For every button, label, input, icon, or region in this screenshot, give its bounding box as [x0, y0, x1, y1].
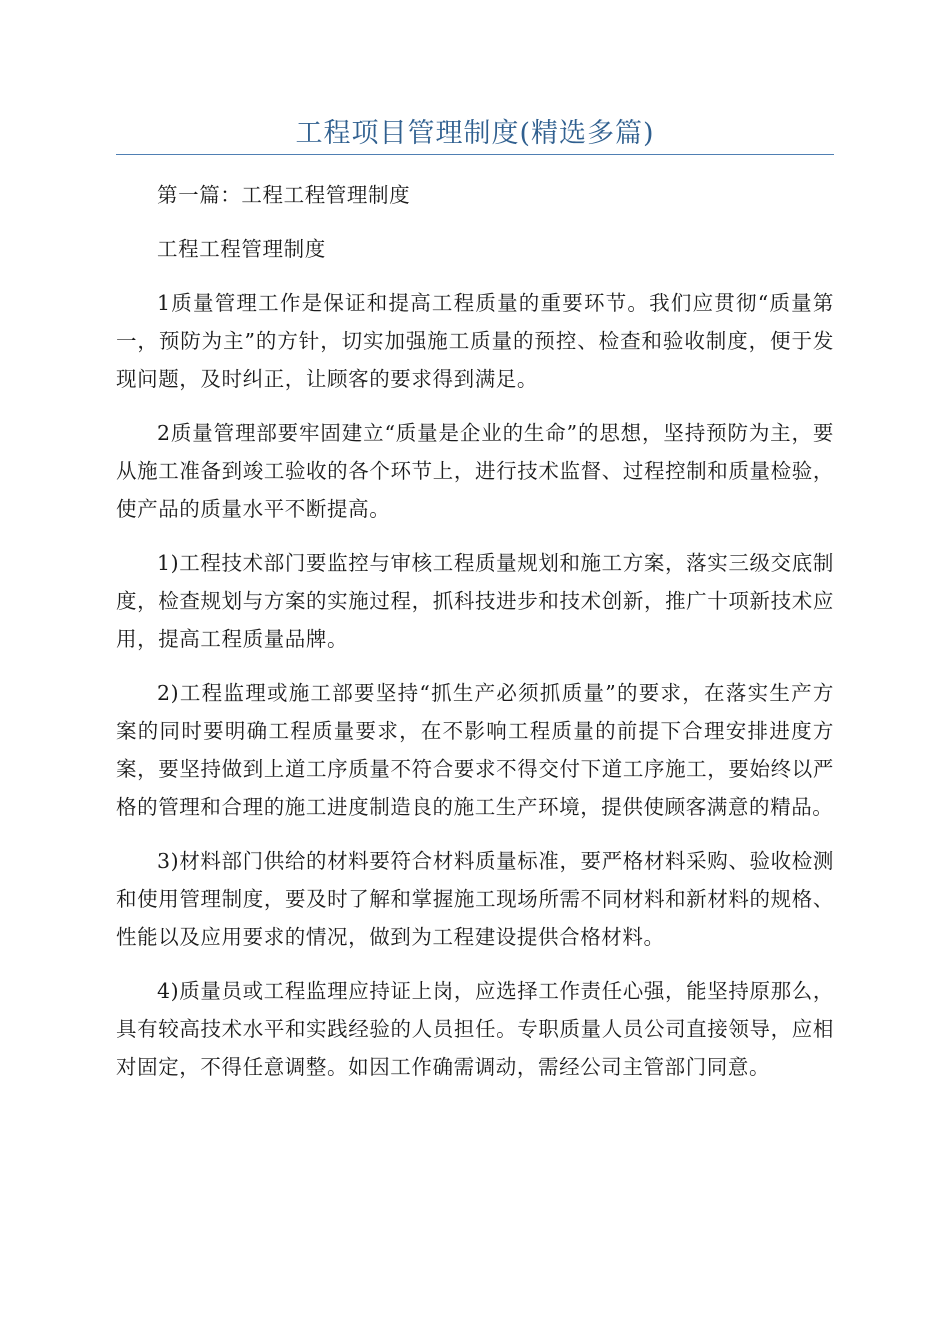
paragraph-2: 2质量管理部要牢固建立“质量是企业的生命”的思想，坚持预防为主，要从施工准备到竣工验收的各个环节上，进行技术监督、过程控制和质量检验，使产品的质量水平不断提高。 [116, 421, 834, 521]
paragraph-6: 4)质量员或工程监理应持证上岗，应选择工作责任心强，能坚持原那么，具有较高技术水平和实践经验的人员担任。专职质量人员公司直接领导，应相对固定，不得任意调整。如因工作确需调动，需经公司主管部门同意。 [116, 979, 834, 1079]
section-subheading: 工程工程管理制度 [157, 237, 326, 261]
title-underline [116, 154, 834, 155]
paragraph-4: 2)工程监理或施工部要坚持“抓生产必须抓质量”的要求，在落实生产方案的同时要明确工程质量要求，在不影响工程质量的前提下合理安排进度方案，要坚持做到上道工序质量不符合要求不得交付下道工序施工，要始终以严格的管理和合理的施工进度制造良的施工生产环境，提供使顾客满意的精品。 [116, 681, 834, 819]
section-heading: 第一篇：工程工程管理制度 [157, 183, 411, 207]
paragraph-1: 1质量管理工作是保证和提高工程质量的重要环节。我们应贯彻“质量第一，预防为主”的方针，切实加强施工质量的预控、检查和验收制度，便于发现问题，及时纠正，让顾客的要求得到满足。 [116, 291, 834, 391]
paragraph-5: 3)材料部门供给的材料要符合材料质量标准，要严格材料采购、验收检测和使用管理制度，要及时了解和掌握施工现场所需不同材料和新材料的规格、性能以及应用要求的情况，做到为工程建设提供合格材料。 [116, 849, 834, 949]
document-body [116, 176, 834, 1102]
paragraph-3: 1)工程技术部门要监控与审核工程质量规划和施工方案，落实三级交底制度，检查规划与方案的实施过程，抓科技进步和技术创新，推广十项新技术应用，提高工程质量品牌。 [116, 551, 834, 651]
document-title: 工程项目管理制度(精选多篇) [295, 118, 655, 149]
